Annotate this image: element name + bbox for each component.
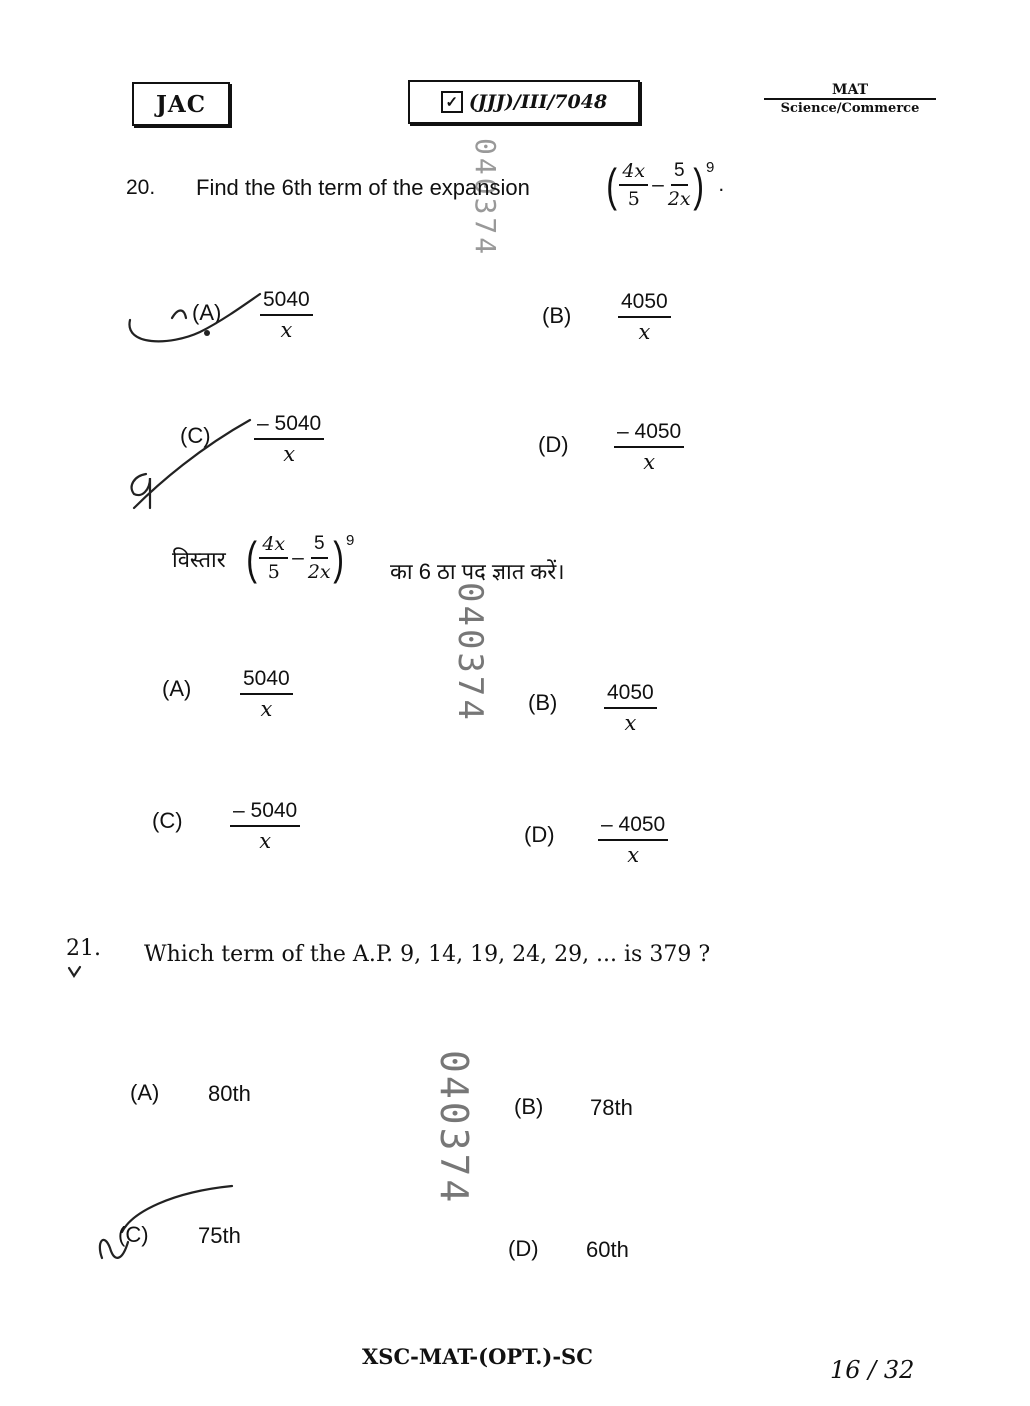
option-label: (D) bbox=[524, 822, 555, 847]
option-d-value: $\frac{- 4050}{x}$ bbox=[598, 813, 668, 867]
option-label: (C) bbox=[118, 1222, 149, 1247]
option-label: (D) bbox=[508, 1236, 539, 1261]
expansion-expression: ( $\frac{4x}{5}$ – $\frac{5}{2x}$ ) 9 . bbox=[606, 158, 725, 211]
fraction: $\frac{5}{2x}$ bbox=[667, 160, 691, 210]
tick-icon bbox=[66, 964, 86, 980]
option-c-value: $\frac{- 5040}{x}$ bbox=[230, 799, 300, 853]
option-a-value: $\frac{5040}{x}$ bbox=[260, 288, 313, 342]
option-label: (B) bbox=[514, 1094, 544, 1119]
right-paren-icon: ) bbox=[332, 532, 344, 584]
option-label: (A) bbox=[130, 1080, 160, 1105]
option-label: (B) bbox=[542, 303, 572, 328]
question-number: 21. bbox=[66, 936, 101, 961]
option-label: (A) bbox=[162, 676, 192, 701]
board-label: JAC bbox=[155, 90, 207, 118]
stamp-number: 040374 bbox=[432, 1050, 476, 1206]
subject-header bbox=[764, 82, 936, 116]
option-d-value: 60th bbox=[586, 1237, 629, 1262]
left-paren-icon: ( bbox=[606, 159, 618, 211]
option-b-value: 78th bbox=[590, 1095, 633, 1120]
question-text: Find the 6th term of the expansion bbox=[196, 175, 530, 200]
option-label: (B) bbox=[528, 690, 558, 715]
option-a-value: 80th bbox=[208, 1081, 251, 1106]
subject-label: MAT bbox=[831, 82, 868, 98]
exponent: 9 bbox=[705, 158, 715, 176]
left-paren-icon: ( bbox=[246, 532, 258, 584]
option-c-value: $\frac{- 5040}{x}$ bbox=[254, 412, 324, 466]
option-d-value: $\frac{- 4050}{x}$ bbox=[614, 420, 684, 474]
question-text: Which term of the A.P. 9, 14, 19, 24, 29, ... is 379 ? bbox=[144, 942, 711, 967]
exponent: 9 bbox=[345, 531, 355, 549]
question-number: 20. bbox=[126, 176, 156, 199]
expansion-expression: ( $\frac{4x}{5}$ – $\frac{5}{2x}$ ) 9 bbox=[246, 531, 355, 584]
handwritten-mark bbox=[120, 412, 270, 512]
fraction: $\frac{4x}{5}$ bbox=[259, 533, 288, 583]
option-label: (C) bbox=[152, 808, 183, 833]
fraction: $\frac{4x}{5}$ bbox=[619, 160, 648, 210]
option-label: (C) bbox=[180, 423, 211, 448]
option-a-value: $\frac{5040}{x}$ bbox=[240, 667, 293, 721]
footer-paper-code: XSC-MAT-(OPT.)-SC bbox=[362, 1344, 593, 1369]
paper-code-box bbox=[408, 80, 640, 124]
checkbox-icon: ✓ bbox=[441, 91, 463, 113]
page-number: 16 / 32 bbox=[830, 1356, 915, 1384]
option-c-value: 75th bbox=[198, 1223, 241, 1248]
option-label: (A) bbox=[192, 300, 222, 325]
question-text-hindi: विस्तार bbox=[172, 547, 226, 572]
fraction: $\frac{5}{2x}$ bbox=[307, 533, 331, 583]
option-b-value: $\frac{4050}{x}$ bbox=[618, 290, 671, 344]
stamp-number: 040374 bbox=[469, 138, 502, 258]
paper-code: (JJJ)/III/7048 bbox=[468, 91, 608, 113]
question-text-hindi: का 6 ठा पद ज्ञात करें। bbox=[390, 559, 565, 584]
stream-label: Science/Commerce bbox=[764, 98, 936, 116]
handwritten-mark bbox=[120, 286, 270, 356]
right-paren-icon: ) bbox=[692, 159, 704, 211]
option-label: (D) bbox=[538, 432, 569, 457]
board-box bbox=[132, 82, 230, 126]
option-b-value: $\frac{4050}{x}$ bbox=[604, 681, 657, 735]
stamp-number: 040374 bbox=[450, 582, 490, 723]
